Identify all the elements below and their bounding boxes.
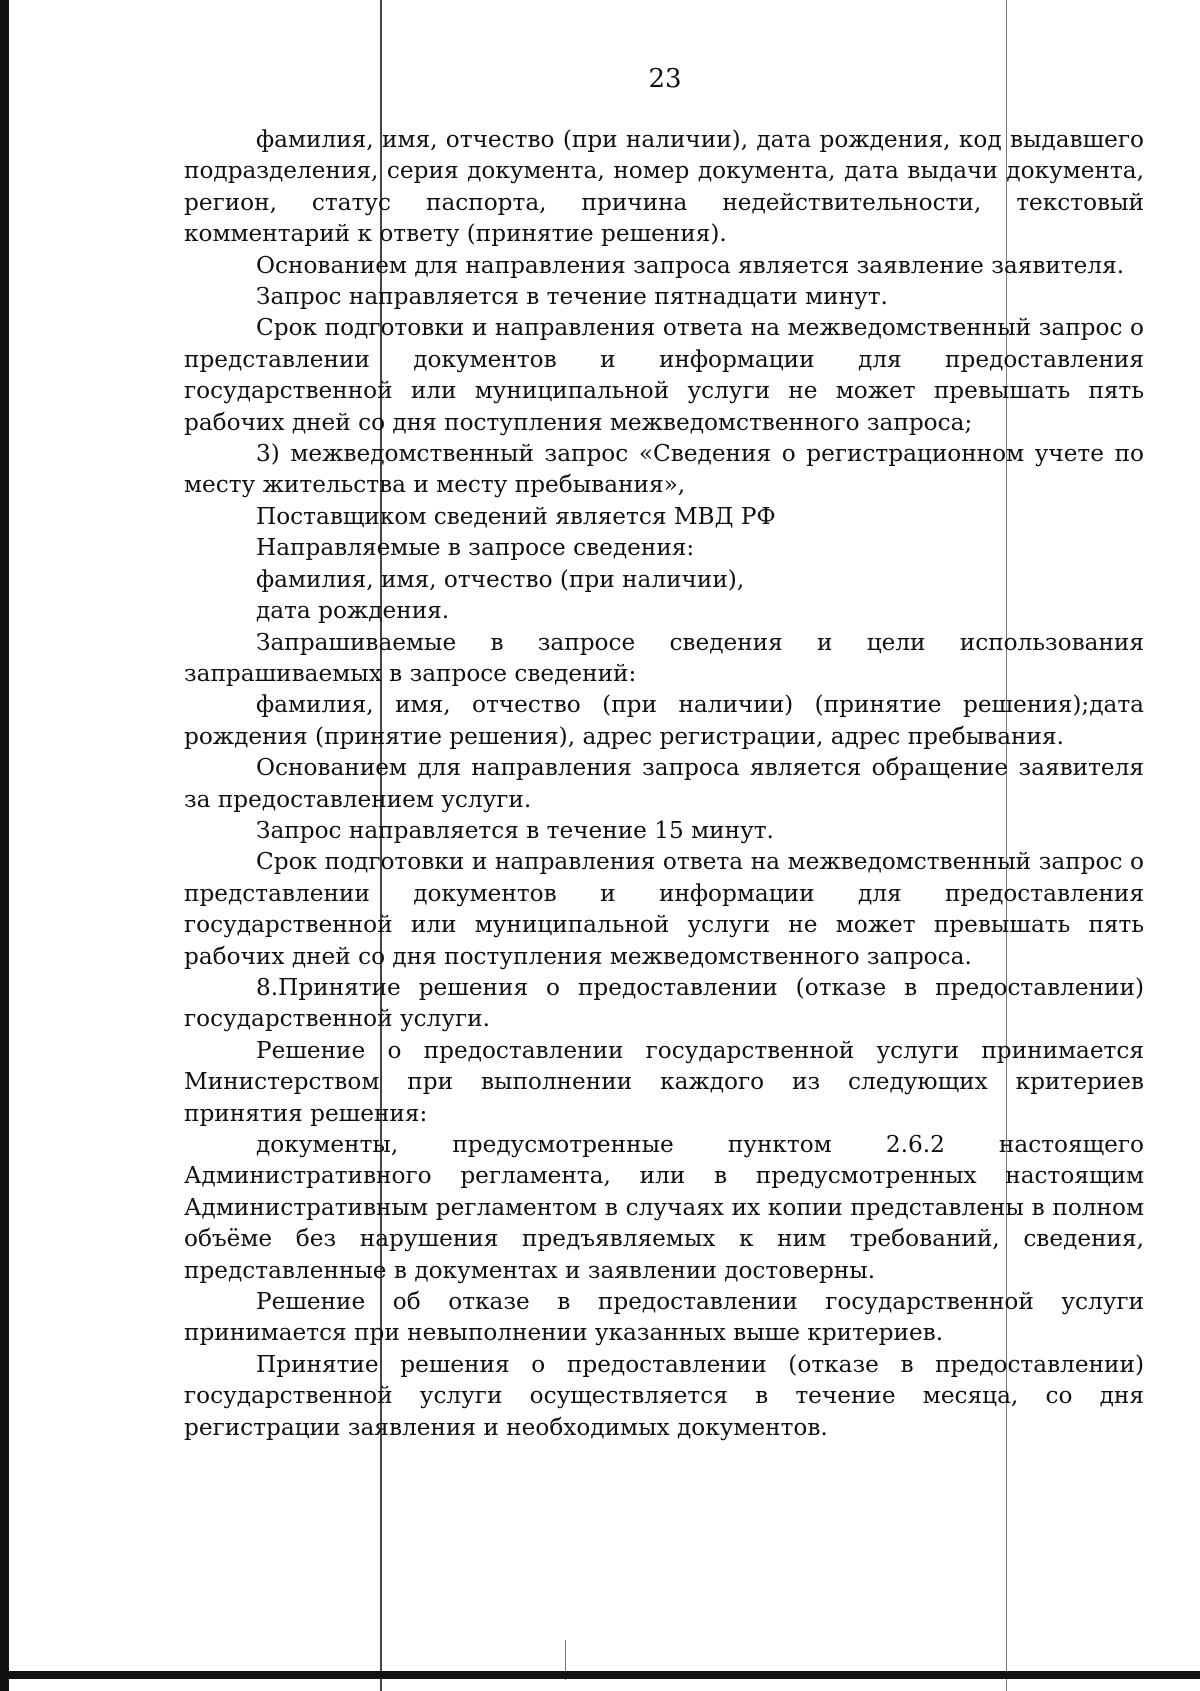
paragraph: Запрашиваемые в запросе сведения и цели использования запрашиваемых в запросе сведений: <box>184 628 1144 687</box>
paragraph: Срок подготовки и направления ответа на межведомственный запрос о представлении документов и информации для предоставления государственной или муниципальной услуги не может превышать пять рабочих дней со дня поступления межведомственного запроса; <box>184 314 1144 436</box>
paragraph: 8.Принятие решения о предоставлении (отказе в предоставлении) государственной услуги. <box>184 973 1144 1033</box>
paragraph: Основанием для направления запроса является обращение заявителя за предоставлением услуги. <box>184 754 1144 813</box>
paragraph: Срок подготовки и направления ответа на межведомственный запрос о представлении документов и информации для предоставления государственной или муниципальной услуги не может превышать пять рабочих дней со дня поступления межведомственного запроса. <box>184 848 1144 970</box>
paragraph: фамилия, имя, отчество (при наличии), <box>256 565 745 593</box>
paragraph: Принятие решения о предоставлении (отказе в предоставлении) государственной услуги осуществляется в течение месяца, со дня регистрации заявления и необходимых документов. <box>184 1350 1144 1441</box>
paragraph: Направляемые в запросе сведения: <box>256 534 695 562</box>
paragraph: дата рождения. <box>256 597 450 625</box>
scan-left-edge <box>0 0 9 1691</box>
paragraph: Запрос направляется в течение 15 минут. <box>256 816 774 844</box>
body-text <box>184 124 1144 1443</box>
paragraph: Решение о предоставлении государственной услуги принимается Министерством при выполнении каждого из следующих критериев принятия решения: <box>184 1036 1144 1127</box>
paragraph: Поставщиком сведений является МВД РФ <box>256 502 776 530</box>
scan-bottom-edge <box>0 1671 1200 1679</box>
paragraph: Решение об отказе в предоставлении государственной услуги принимается при невыполнении указанных выше критериев. <box>184 1288 1144 1347</box>
page-number: 23 <box>648 64 682 94</box>
paragraph: фамилия, имя, отчество (при наличии) (принятие решения);дата рождения (принятие решения), адрес регистрации, адрес пребывания. <box>184 691 1144 750</box>
paragraph: Основанием для направления запроса является заявление заявителя. <box>256 251 1125 279</box>
paragraph: документы, предусмотренные пунктом 2.6.2 настоящего Административного регламента, или в предусмотренных настоящим Административным регламентом в случаях их копии представлены в полном объёме без нарушения предъявляемых к ним требований, сведения, представленные в документах и заявлении достоверны. <box>184 1131 1144 1284</box>
paragraph: 3) межведомственный запрос «Сведения о регистрационном учете по месту жительства и месту пребывания», <box>184 440 1144 499</box>
paragraph: Запрос направляется в течение пятнадцати минут. <box>256 283 888 311</box>
paragraph: фамилия, имя, отчество (при наличии), дата рождения, код выдавшего подразделения, серия документа, номер документа, дата выдачи документа, регион, статус паспорта, причина недействительности, текстовый комментарий к ответу (принятие решения). <box>184 126 1144 248</box>
